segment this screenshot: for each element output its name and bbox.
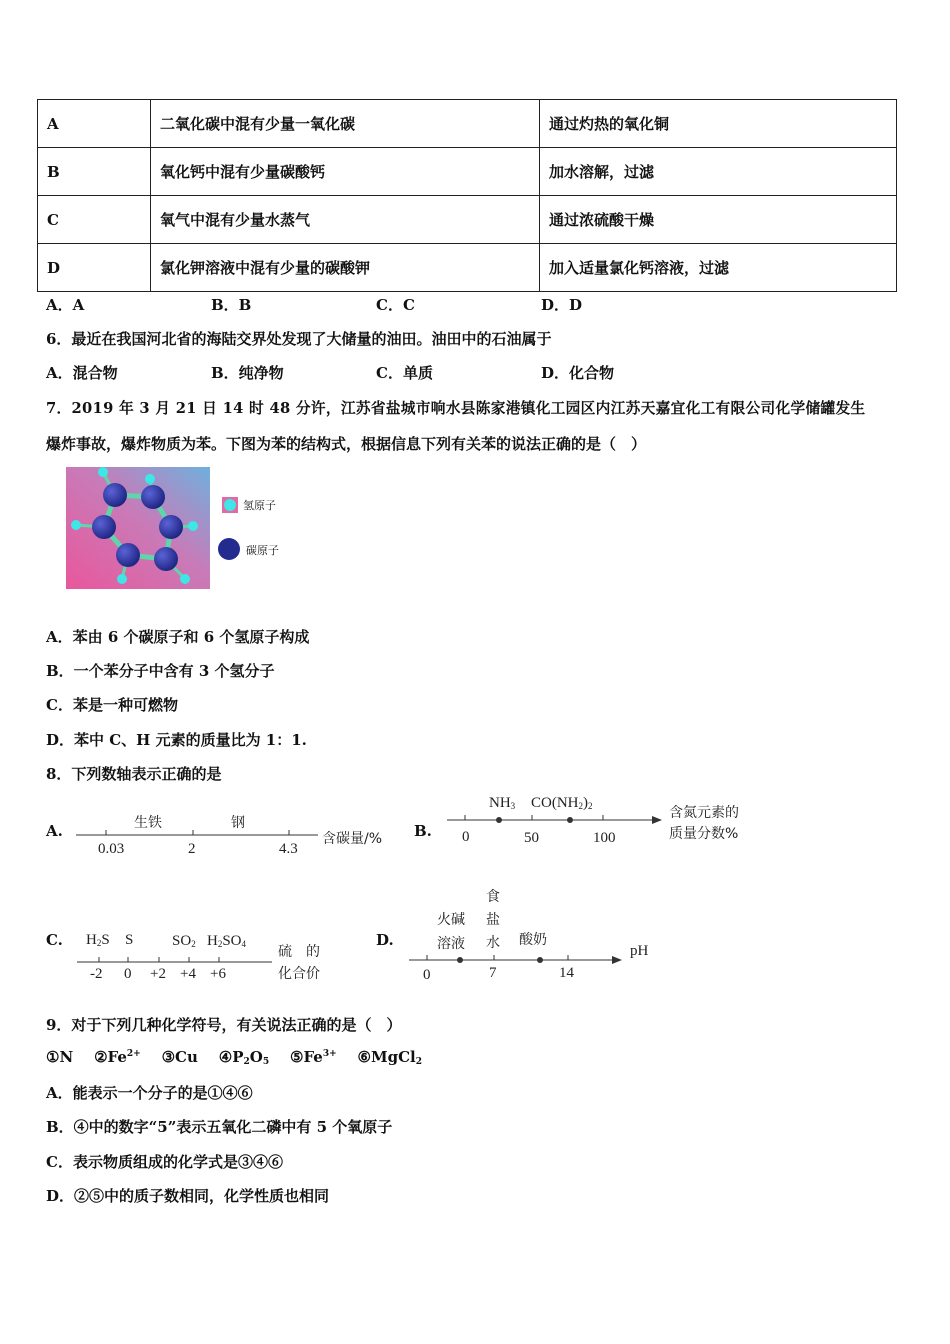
row-label: A — [38, 100, 151, 148]
item-nh3: $NH_3$ — [489, 795, 516, 811]
q7-choice-d[interactable]: D．苯中 C、H 元素的质量比为 1：1. — [46, 731, 307, 749]
q9-choice-a[interactable]: A．能表示一个分子的是①④⑥ — [46, 1084, 253, 1102]
lye-point — [457, 957, 463, 963]
row-label: B — [38, 148, 151, 196]
q9-stem: 9．对于下列几种化学符号，有关说法正确的是（ ） — [46, 1016, 402, 1034]
q8-stem: 8．下列数轴表示正确的是 — [46, 765, 222, 783]
tick-label: 0 — [423, 967, 431, 983]
tick-label: 7 — [489, 965, 497, 981]
urea-point — [567, 817, 573, 823]
carbon-legend-label: 碳原子 — [246, 544, 279, 557]
tick-label: 2 — [188, 841, 196, 857]
row-method: 通过浓硫酸干燥 — [540, 196, 897, 244]
tick-label: 0 — [124, 966, 132, 982]
row-description: 氧气中混有少量水蒸气 — [151, 196, 540, 244]
q8-choice-a[interactable]: A. — [46, 822, 63, 840]
row-label: C — [38, 196, 151, 244]
q8-choice-c[interactable]: C. — [46, 931, 63, 949]
row-description: 二氧化碳中混有少量一氧化碳 — [151, 100, 540, 148]
item-h2so4: $H_2SO_4$ — [207, 933, 247, 949]
q8-choice-d[interactable]: D. — [376, 931, 394, 949]
nh3-point — [496, 817, 502, 823]
item-s: S — [125, 932, 134, 948]
axis-a-title: 含碳量/% — [322, 831, 383, 847]
tick-label: +2 — [150, 966, 166, 982]
q9-choice-c[interactable]: C．表示物质组成的化学式是③④⑥ — [46, 1153, 283, 1171]
axis-b-title-line1: 含氮元素的 — [669, 805, 739, 821]
q5-choice-c[interactable]: C．C — [376, 296, 415, 314]
item-salt-water-line2: 盐 — [486, 912, 500, 928]
row-method: 加入适量氯化钙溶液，过滤 — [540, 244, 897, 292]
row-method: 加水溶解，过滤 — [540, 148, 897, 196]
tick-label: 4.3 — [279, 841, 298, 857]
q7-choice-a[interactable]: A．苯由 6 个碳原子和 6 个氢原子构成 — [46, 628, 310, 646]
tick-label: 0.03 — [98, 841, 125, 857]
tick-label: +4 — [180, 966, 196, 982]
tick-label: -2 — [90, 966, 103, 982]
row-description: 氧化钙中混有少量碳酸钙 — [151, 148, 540, 196]
q6-choice-b[interactable]: B．纯净物 — [211, 364, 284, 382]
item-so2: $SO_2$ — [172, 933, 196, 949]
item-salt-water: 食 — [486, 889, 500, 905]
q8-choice-b[interactable]: B. — [414, 822, 432, 840]
tick-label: 0 — [462, 829, 470, 845]
tick-label: +6 — [210, 966, 226, 982]
q5-choice-b[interactable]: B．B — [211, 296, 252, 314]
q9-symbols: ①N $②Fe^{2+}$ ③Cu $④P_2O_5$ $⑤Fe^{3+}$ ⑥MgCl$_2$ — [46, 1048, 422, 1067]
axis-d-title: pH — [630, 943, 649, 959]
item-salt-water-line3: 水 — [486, 935, 500, 951]
q9-choice-d[interactable]: D．②⑤中的质子数相同，化学性质也相同 — [46, 1187, 330, 1205]
q9-choice-b[interactable]: B．④中的数字“5”表示五氧化二磷中有 5 个氧原子 — [46, 1118, 393, 1136]
item-urea: $CO(NH_2)_2$ — [531, 795, 593, 811]
q5-choice-a[interactable]: A．A — [46, 296, 85, 314]
q7-choice-b[interactable]: B．一个苯分子中含有 3 个氢分子 — [46, 662, 275, 680]
hydrogen-legend-label: 氢原子 — [243, 499, 276, 512]
row-label: D — [38, 244, 151, 292]
q6-choice-d[interactable]: D．化合物 — [541, 364, 615, 382]
axis-c-title-line2: 化合价 — [278, 966, 320, 982]
q5-choice-d[interactable]: D．D — [541, 296, 583, 314]
item-h2s: $H_2S$ — [86, 932, 110, 948]
item-steel: 钢 — [231, 815, 245, 831]
tick-label: 14 — [559, 965, 574, 981]
item-lye-line2: 溶液 — [437, 936, 465, 952]
axis-c-title-line1: 硫 的 — [278, 944, 320, 960]
axis-b-title-line2: 质量分数% — [669, 826, 739, 842]
q7-choice-c[interactable]: C．苯是一种可燃物 — [46, 696, 178, 714]
q7-stem-line2: 爆炸事故，爆炸物质为苯。下图为苯的结构式，根据信息下列有关苯的说法正确的是（ ） — [46, 435, 647, 453]
yogurt-point — [537, 957, 543, 963]
tick-label: 50 — [524, 830, 539, 846]
row-description: 氯化钾溶液中混有少量的碳酸钾 — [151, 244, 540, 292]
tick-label: 100 — [593, 830, 616, 846]
item-pig-iron: 生铁 — [134, 815, 162, 831]
q6-stem: 6．最近在我国河北省的海陆交界处发现了大储量的油田。油田中的石油属于 — [46, 330, 552, 348]
item-yogurt: 酸奶 — [519, 932, 547, 948]
q6-choice-a[interactable]: A．混合物 — [46, 364, 118, 382]
row-method: 通过灼热的氧化铜 — [540, 100, 897, 148]
q7-stem-line1: 7．2019 年 3 月 21 日 14 时 48 分许，江苏省盐城市响水县陈家港镇化工园区内江苏天嘉宜化工有限公司化学储罐发生 — [46, 400, 866, 417]
q6-choice-c[interactable]: C．单质 — [376, 364, 433, 382]
item-lye: 火碱 — [437, 912, 465, 928]
